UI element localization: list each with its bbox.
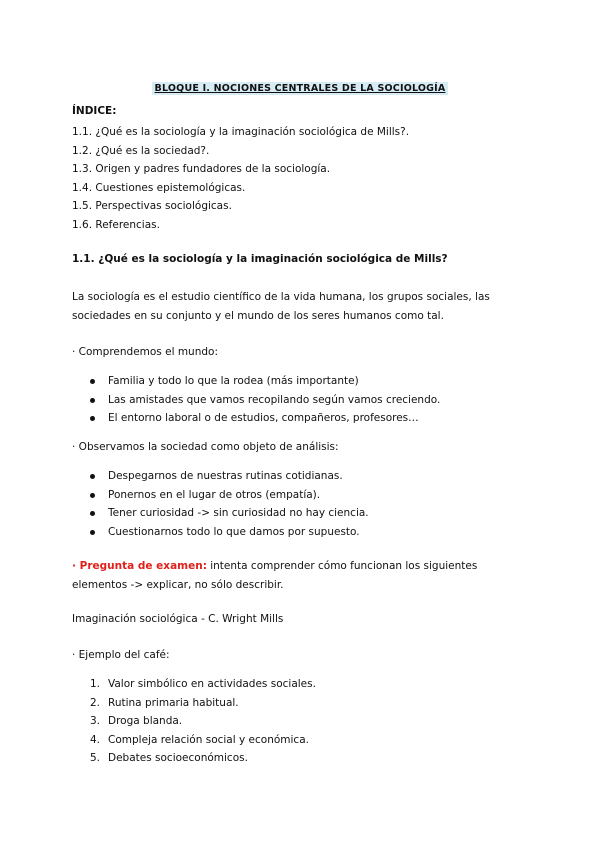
exam-prefix: · — [72, 560, 80, 572]
indice-heading: ÍNDICE: — [72, 105, 117, 117]
numbered-item — [90, 694, 316, 713]
indice-list — [72, 123, 409, 234]
bullet-item — [90, 372, 440, 391]
bullet-text: Cuestionarnos todo lo que damos por supuesto. — [108, 525, 360, 538]
comprendemos-list — [90, 372, 440, 428]
indice-item: 1.6. Referencias. — [72, 218, 160, 231]
bullet-dot-icon — [90, 511, 95, 516]
exam-label: Pregunta de examen: — [79, 560, 207, 572]
item-number: 2. — [90, 696, 101, 709]
bullet-item — [90, 467, 369, 486]
bullet-item — [90, 486, 369, 505]
item-text: Valor simbólico en actividades sociales. — [108, 678, 316, 690]
item-number: 5. — [90, 752, 101, 764]
item-number: 3. — [90, 715, 101, 727]
item-text: Compleja relación social y económica. — [108, 733, 309, 746]
bullet-text: Despegarnos de nuestras rutinas cotidianas. — [108, 470, 343, 482]
bullet-text: Tener curiosidad -> sin curiosidad no hay ciencia. — [108, 507, 369, 519]
section-heading: 1.1. ¿Qué es la sociología y la imaginación sociológica de Mills? — [72, 253, 448, 265]
comprendemos-label: · Comprendemos el mundo: — [72, 346, 218, 358]
bullet-dot-icon — [90, 416, 95, 421]
bullet-dot-icon — [90, 379, 95, 384]
item-number: 4. — [90, 733, 101, 746]
bullet-dot-icon — [90, 493, 95, 498]
bullet-text: Las amistades que vamos recopilando según vamos creciendo. — [108, 393, 441, 406]
indice-item: 1.4. Cuestiones epistemológicas. — [72, 181, 246, 194]
observamos-list — [90, 467, 369, 541]
numbered-item — [90, 712, 316, 731]
item-text: Rutina primaria habitual. — [108, 696, 239, 709]
bullet-dot-icon — [90, 530, 95, 535]
bullet-item — [90, 391, 440, 410]
bullet-dot-icon — [90, 398, 95, 403]
indice-item: 1.2. ¿Qué es la sociedad?. — [72, 144, 210, 157]
item-text: Debates socioeconómicos. — [108, 752, 248, 764]
exam-text-line1: intenta comprender cómo funcionan los siguientes — [206, 560, 478, 572]
bullet-text: Familia y todo lo que la rodea (más importante) — [108, 375, 359, 387]
numbered-item — [90, 731, 316, 750]
bullet-item — [90, 504, 369, 523]
title-wrap — [0, 76, 600, 95]
indice-item: 1.1. ¿Qué es la sociología y la imaginación sociológica de Mills?. — [72, 126, 410, 138]
item-number: 1. — [90, 678, 101, 690]
exam-text-line2: elementos -> explicar, no sólo describir. — [72, 579, 284, 591]
bullet-item — [90, 409, 440, 428]
exam-note — [72, 557, 532, 595]
bullet-text: El entorno laboral o de estudios, compañeros, profesores… — [108, 412, 419, 424]
bullet-dot-icon — [90, 474, 95, 479]
indice-item: 1.5. Perspectivas sociológicas. — [72, 200, 232, 212]
intro-paragraph: La sociología es el estudio científico de la vida humana, los grupos sociales, las sociedades en su conjunto y el mundo de los seres humanos como tal. — [72, 291, 490, 322]
cafe-label: · Ejemplo del café: — [72, 649, 170, 661]
document-title: BLOQUE I. NOCIONES CENTRALES DE LA SOCIOLOGÍA — [152, 82, 449, 95]
indice-item: 1.3. Origen y padres fundadores de la sociología. — [72, 163, 331, 175]
item-text: Droga blanda. — [108, 715, 183, 727]
numbered-item — [90, 675, 316, 694]
observamos-label: · Observamos la sociedad como objeto de análisis: — [72, 441, 339, 453]
numbered-item — [90, 749, 316, 768]
cafe-list — [90, 675, 316, 768]
bullet-text: Ponernos en el lugar de otros (empatía). — [108, 488, 321, 501]
imaginacion-line: Imaginación sociológica - C. Wright Mills — [72, 613, 284, 625]
bullet-item — [90, 523, 369, 542]
